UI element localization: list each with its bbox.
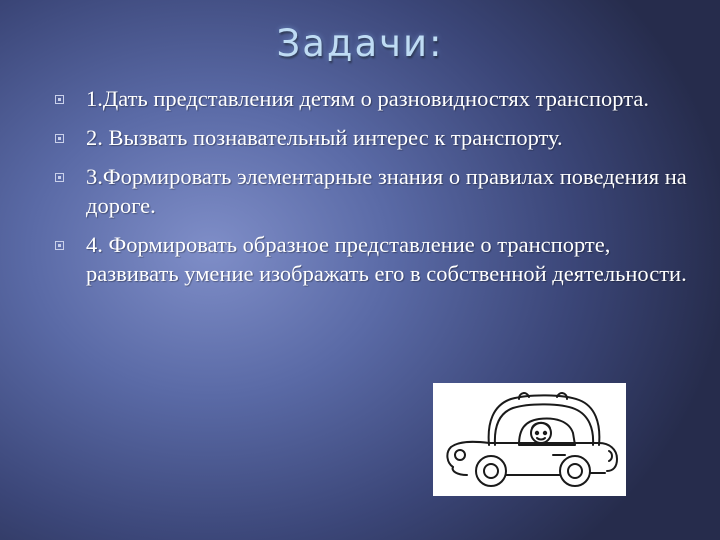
list-item-text: 3.Формировать элементарные знания о правилах поведения на дороге. xyxy=(86,164,687,218)
square-bullet-icon xyxy=(55,173,64,182)
list-item xyxy=(52,84,692,113)
square-bullet-icon xyxy=(55,95,64,104)
car-drawing-icon xyxy=(433,383,626,496)
list-item-text: 2. Вызвать познавательный интерес к транспорту. xyxy=(86,125,563,150)
list-item xyxy=(52,162,692,220)
square-bullet-icon xyxy=(55,241,64,250)
slide-title: Задачи: xyxy=(276,22,444,65)
list-item xyxy=(52,123,692,152)
list-item xyxy=(52,230,692,288)
list-item-text: 4. Формировать образное представление о транспорте, развивать умение изображать его в собственной деятельности. xyxy=(86,232,687,286)
square-bullet-icon xyxy=(55,134,64,143)
task-list xyxy=(52,84,692,298)
list-item-text: 1.Дать представления детям о разновидностях транспорта. xyxy=(86,86,649,111)
